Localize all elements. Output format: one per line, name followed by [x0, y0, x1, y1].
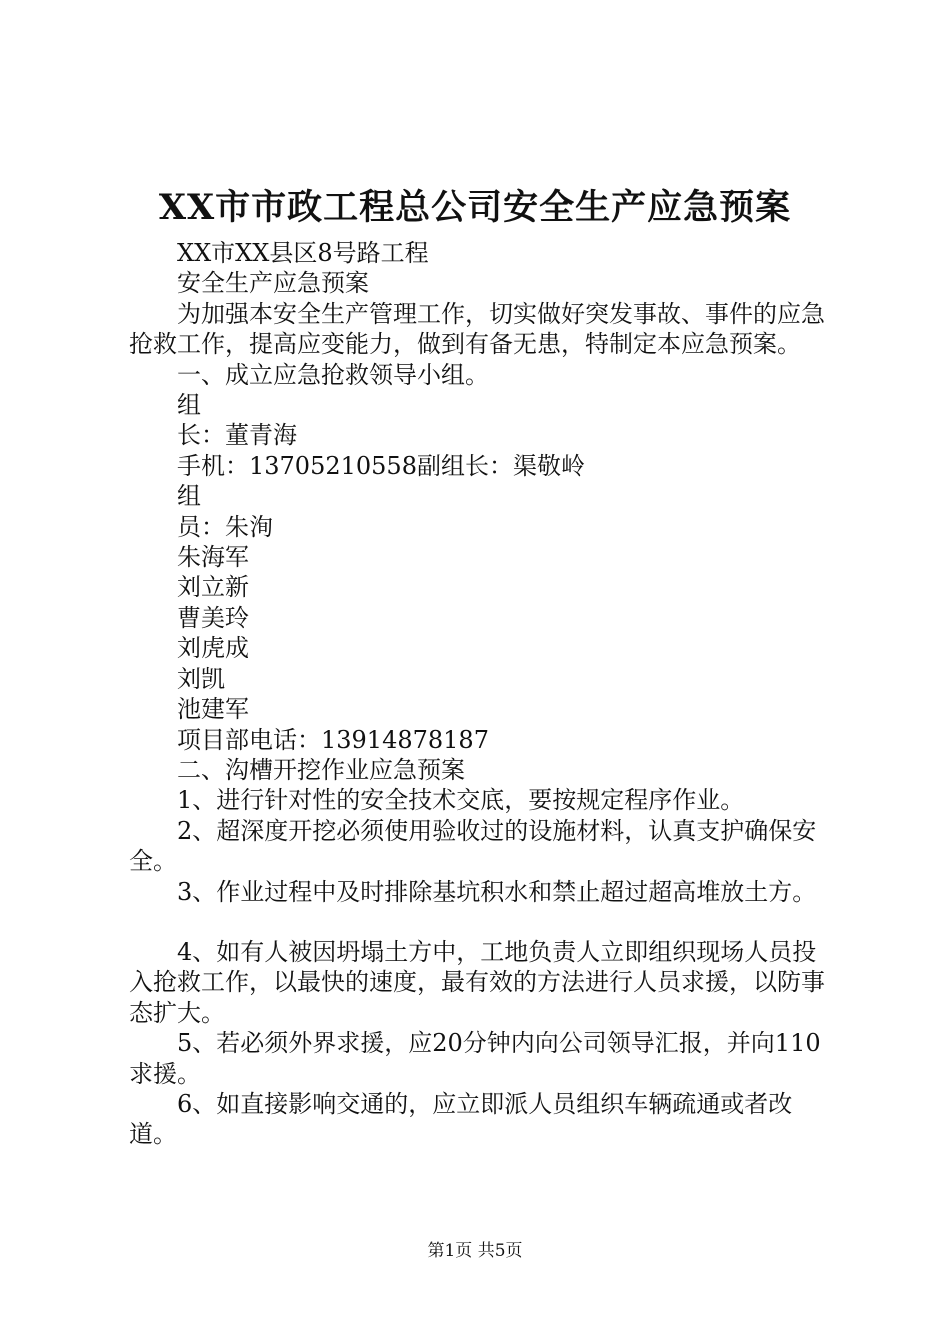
member-label-line: 组	[177, 482, 201, 511]
member-name: 朱海军	[177, 543, 249, 572]
member-name: 刘虎成	[177, 634, 249, 663]
project-phone-line: 项目部电话：13914878187	[177, 725, 489, 754]
section-heading-2: 二、沟槽开挖作业应急预案	[177, 755, 465, 784]
document-title: XX市市政工程总公司安全生产应急预案	[158, 187, 792, 228]
leader-label-line: 组	[177, 391, 201, 420]
list-item: 3、作业过程中及时排除基坑积水和禁止超过超高堆放土方。	[177, 877, 817, 906]
list-item: 1、进行针对性的安全技术交底，要按规定程序作业。	[177, 786, 745, 815]
document-body	[129, 238, 834, 1150]
plan-subtitle: 安全生产应急预案	[177, 269, 369, 298]
list-item: 4、如有人被因坍塌土方中，工地负责人立即组织现场人员投入抢救工作，以最快的速度，最有效的方法进行人员求援，以防事态扩大。	[129, 937, 825, 1027]
phone-deputy-line: 手机：13705210558副组长：渠敬岭	[177, 451, 585, 480]
list-item: 6、如直接影响交通的，应立即派人员组织车辆疏通或者改道。	[129, 1089, 793, 1149]
page-footer: 第1页 共5页	[427, 1241, 523, 1261]
member-name: 曹美玲	[177, 603, 249, 632]
member-name: 刘立新	[177, 573, 249, 602]
section-heading-1: 一、成立应急抢救领导小组。	[177, 360, 489, 389]
intro-paragraph: 为加强本安全生产管理工作，切实做好突发事故、事件的应急抢救工作，提高应变能力，做到有备无患，特制定本应急预案。	[129, 299, 825, 359]
member-name-line: 员：朱洵	[177, 512, 273, 541]
leader-name-line: 长：董青海	[177, 421, 297, 450]
list-item: 5、若必须外界求援，应20分钟内向公司领导汇报，并向110求援。	[129, 1029, 821, 1088]
list-item: 2、超深度开挖必须使用验收过的设施材料，认真支护确保安全。	[129, 816, 817, 876]
member-name: 刘凯	[177, 664, 225, 693]
member-name: 池建军	[177, 695, 249, 724]
project-name: XX市XX县区8号路工程	[177, 239, 429, 267]
